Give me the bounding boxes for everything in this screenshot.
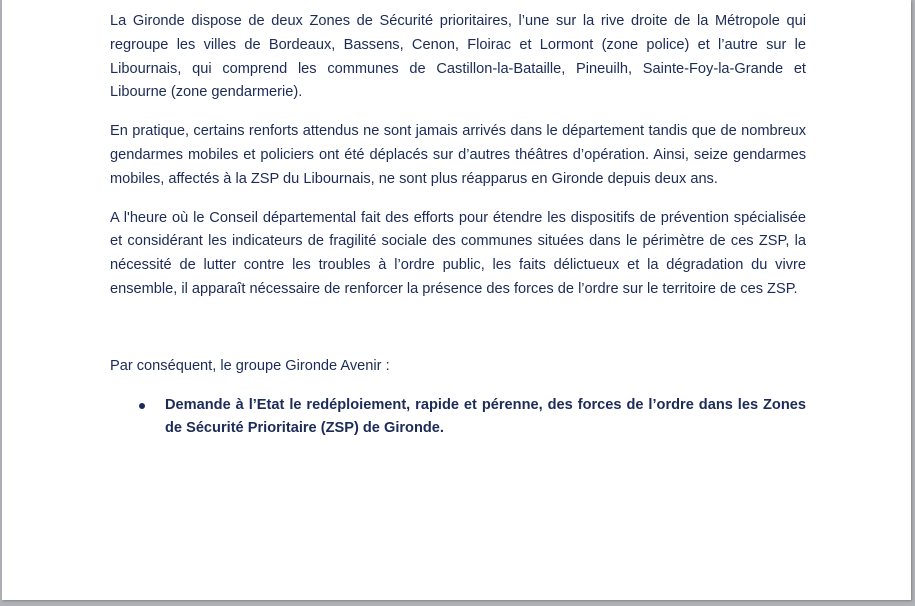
paragraph-conclusion-intro: Par conséquent, le groupe Gironde Avenir : xyxy=(110,357,390,374)
document-body xyxy=(110,10,806,441)
document-page xyxy=(2,0,911,600)
paragraph-zsp-overview: La Gironde dispose de deux Zones de Sécurité prioritaires, l’une sur la rive droite de la Métropole qui regroupe les villes de Bordeaux, Bassens, Cenon, Floirac et Lormont (zone police) et l’autre sur le Libournais, qui comprend les communes de Castillon-la-Bataille, Pineuilh, Sainte-Foy-la-Grande et Libourne (zone gendarmerie). xyxy=(110,13,806,101)
demand-text: Demande à l’Etat le redéploiement, rapide et pérenne, des forces de l’ordre dans les Zones de Sécurité Prioritaire (ZSP) de Gironde. xyxy=(165,396,806,437)
bullet-icon xyxy=(139,403,145,409)
paragraph-rationale: A l'heure où le Conseil départemental fait des efforts pour étendre les dispositifs de prévention spécialisée et considérant les indicateurs de fragilité sociale des communes situées dans le périmètre de ces ZSP, la nécessité de lutter contre les troubles à l’ordre public, les faits délictueux et la dégradation du vivre ensemble, il apparaît nécessaire de renforcer la présence des forces de l’ordre sur le territoire de ces ZSP. xyxy=(110,209,806,297)
paragraph-reinforcements: En pratique, certains renforts attendus ne sont jamais arrivés dans le département tandis que de nombreux gendarmes mobiles et policiers ont été déplacés sur d’autres théâtres d’opération. Ainsi, seize gendarmes mobiles, affectés à la ZSP du Libournais, ne sont plus réapparus en Gironde depuis deux ans. xyxy=(110,123,806,187)
list-item xyxy=(110,394,806,442)
demand-list xyxy=(110,394,806,442)
